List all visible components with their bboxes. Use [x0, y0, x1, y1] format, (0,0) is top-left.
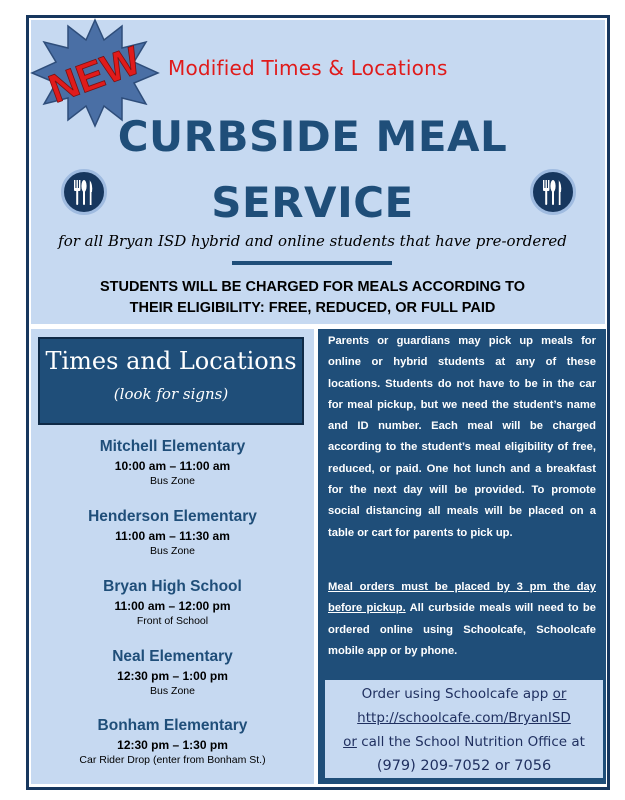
- utensils-icon: [61, 169, 107, 215]
- location-place: Bus Zone: [150, 545, 195, 557]
- order-line1: Order using Schoolcafe app or: [361, 686, 567, 702]
- location-name: Mitchell Elementary: [99, 438, 246, 455]
- subtitle: Modified Times & Locations: [168, 56, 448, 80]
- order-methods-text: All curbside meals will need to be ordered online using Schoolcafe, Schoolcafe mobile app or by phone.: [328, 602, 596, 657]
- phone-number: (979) 209-7052 or 7056: [376, 758, 552, 774]
- location-time: 11:00 am – 12:00 pm: [114, 599, 231, 613]
- schoolcafe-link[interactable]: http://schoolcafe.com/BryanISD: [357, 710, 571, 726]
- order-box: [325, 680, 603, 778]
- times-heading-box: [38, 337, 304, 425]
- location-item: [31, 578, 314, 628]
- utensils-icon: [530, 169, 576, 215]
- new-badge-text: NEW: [43, 38, 147, 112]
- location-place: Bus Zone: [150, 475, 195, 487]
- location-name: Bonham Elementary: [97, 717, 248, 734]
- charge-notice: [70, 277, 555, 319]
- location-time: 12:30 pm – 1:30 pm: [117, 738, 228, 752]
- location-name: Bryan High School: [103, 578, 242, 595]
- location-place: Front of School: [136, 615, 209, 627]
- location-time: 12:30 pm – 1:00 pm: [117, 669, 228, 683]
- location-name: Neal Elementary: [112, 648, 233, 665]
- location-item: [31, 717, 314, 767]
- charge-notice-line1: STUDENTS WILL BE CHARGED FOR MEALS ACCORDING TO: [99, 279, 526, 295]
- location-place: Bus Zone: [150, 685, 195, 697]
- pickup-info-paragraph: Parents or guardians may pick up meals for online or hybrid students at any of these locations. Students do not have to be in the car for meal pickup, but we need the student’s name and ID number. Each meal will be charged according to the student’s meal eligibility of free, reduced, or paid. One hot lunch and a breakfast for the next day will be provided. To promote social distancing all meals will be placed on a table or cart for parents to pick up.: [328, 335, 596, 539]
- times-heading: Times and Locations: [45, 347, 297, 375]
- divider: [232, 261, 392, 265]
- location-place: Car Rider Drop (enter from Bonham St.): [79, 754, 266, 766]
- tagline: for all Bryan ISD hybrid and online students that have pre-ordered: [58, 232, 567, 250]
- location-time: 10:00 am – 11:00 am: [114, 459, 231, 473]
- page-title-line2: SERVICE: [211, 178, 414, 227]
- location-item: [31, 648, 314, 698]
- order-line3: or call the School Nutrition Office at: [343, 734, 585, 750]
- page-title-line1: CURBSIDE MEAL: [117, 112, 508, 161]
- location-time: 11:00 am – 11:30 am: [115, 529, 230, 543]
- location-name: Henderson Elementary: [88, 508, 257, 525]
- charge-notice-line2: THEIR ELIGIBILITY: FREE, REDUCED, OR FULL PAID: [129, 300, 496, 316]
- location-item: [31, 438, 314, 488]
- order-deadline-paragraph: [328, 577, 596, 662]
- location-item: [31, 508, 314, 558]
- order-deadline-text: Meal orders must be placed by 3 pm the day before pickup.: [328, 581, 596, 615]
- times-subheading: (look for signs): [113, 385, 229, 403]
